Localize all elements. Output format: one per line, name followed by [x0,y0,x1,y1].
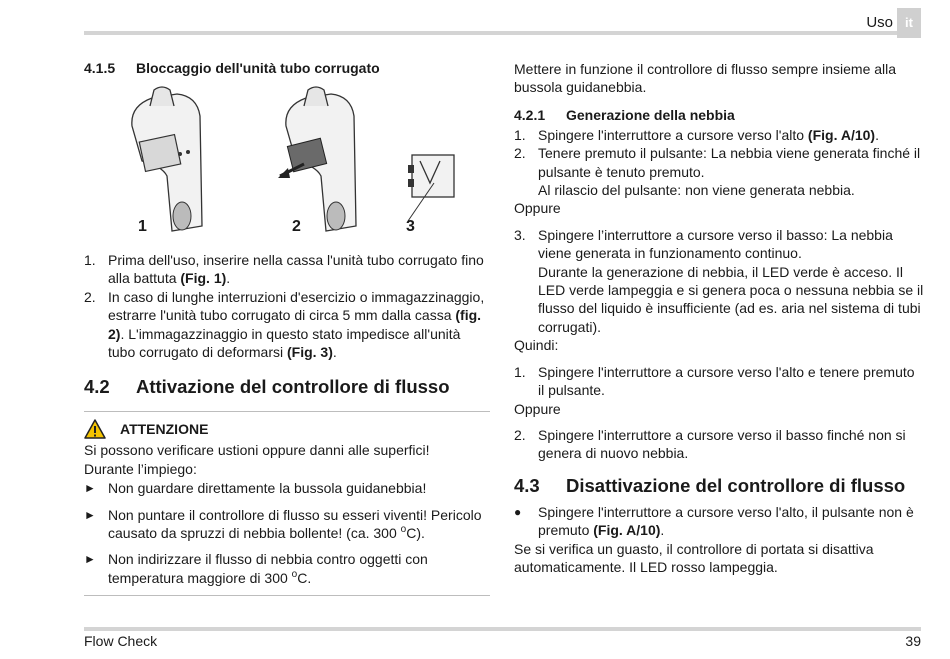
bullet-arrow-icon: ► [84,552,96,567]
figure-3-drawing [404,149,464,229]
list-item: ► Non guardare direttamente la bussola guidanebbia! [84,480,427,497]
list-item: 1. Spingere l'interruttore a cursore verso l'alto e tenere premuto il pulsante. [514,363,915,399]
bullet-arrow-icon: ► [84,507,96,522]
footer-product: Flow Check [84,633,158,649]
section-4-2-1-heading [514,107,924,123]
list-item: 2. In caso di lunghe interruzioni d'esercizio o immagazzinaggio, estrarre l'unità tubo corrugato di circa 5 mm dalla cassa (fig. 2). L'immagazzinaggio in questo stato impedisce all'unità tubo corrugato di deformarsi (Fig. 3). [84,288,485,361]
section-number: 4.3 [514,474,540,496]
language-badge: it [897,8,921,38]
oppure-text: Oppure [514,200,561,217]
section-4-2-heading [84,376,490,398]
quindi-steps-list [514,363,924,400]
footer-rule [84,627,921,631]
section-number: 4.2.1 [514,106,546,123]
warning-text: Si possono verificare ustioni oppure danni alle superfici! [84,442,430,459]
list-item: 1. Prima dell'uso, inserire nella cassa l'unità tubo corrugato fino alla battuta (Fig. 1). [84,252,484,287]
list-item: 3. Spingere l’interruttore a cursore verso il basso: La nebbia viene generata in funzionamento continuo. Durante la generazione di nebbia, il LED verde è acceso. Il LED verde lampeggia e si genera poca o nessuna nebbia se il flusso del liquido è insufficiente (ad es. aria nel sistema di tubi corrugati). [514,226,924,335]
warning-text: Durante l’impiego: [84,460,197,477]
intro-text: Mettere in funzione il controllore di flusso sempre insieme alla bussola guidanebbia. [514,61,897,96]
section-4-3-heading [514,475,924,497]
header-section-label: Uso [866,14,893,31]
left-column [84,60,490,596]
quindi-text: Quindi: [514,337,559,354]
figure-1-drawing [122,86,212,236]
fog-steps-list-continued [514,226,924,336]
section-number: 4.1.5 [84,60,116,76]
section-title: Disattivazione del controllore di flusso [566,474,906,496]
bullet-arrow-icon: ► [84,481,96,496]
figure-2-label: 2 [292,218,301,235]
warning-heading [84,419,490,439]
section-title: Generazione della nebbia [566,106,735,123]
warning-icon [84,419,106,439]
section-title: Attivazione del controllore di flusso [136,376,450,398]
figure-2-drawing [276,86,366,236]
list-item: ► Non puntare il controllore di flusso su esseri viventi! Pericolo causato da spruzzi di nebbia bollente! (ca. 300 $^o$C). [84,506,482,542]
right-column [514,60,924,576]
section-title: Bloccaggio dell'unità tubo corrugato [136,60,380,76]
figure-strip [84,84,490,249]
deactivate-bullets [514,503,924,540]
quindi-steps-list-continued [514,426,924,463]
fault-text: Se si verifica un guasto, il controllore di portata si disattiva automaticamente. Il LED rosso lampeggia. [514,540,874,575]
warning-bottom-rule [84,595,490,596]
list-item: 2. Spingere l'interruttore a cursore verso il basso finché non si genera di nuovo nebbia. [514,426,906,462]
warning-title: ATTENZIONE [120,421,209,438]
header-rule [84,31,921,35]
warning-bullets [84,479,490,587]
oppure-text: Oppure [514,400,561,417]
figure-1-label: 1 [138,218,147,235]
storage-steps-list [84,251,490,361]
list-item: ► Non indirizzare il flusso di nebbia contro oggetti con temperatura maggiore di 300 $^o$C. [84,551,428,586]
fog-steps-list [514,126,924,200]
list-item: 2. Tenere premuto il pulsante: La nebbia viene generata finché il pulsante è tenuto premuto. Al rilascio del pulsante: non viene generata nebbia. [514,145,921,199]
list-item: 1. Spingere l'interruttore a cursore verso l'alto (Fig. A/10). [514,126,879,143]
section-number: 4.2 [84,376,110,398]
list-item: ● Spingere l'interruttore a cursore verso l'alto, il pulsante non è premuto (Fig. A/10). [514,503,914,539]
figure-3-label: 3 [406,218,415,235]
page-number: 39 [905,633,921,649]
bullet-dot-icon: ● [514,504,522,519]
section-4-1-5-heading [84,60,490,76]
warning-top-rule [84,411,490,412]
